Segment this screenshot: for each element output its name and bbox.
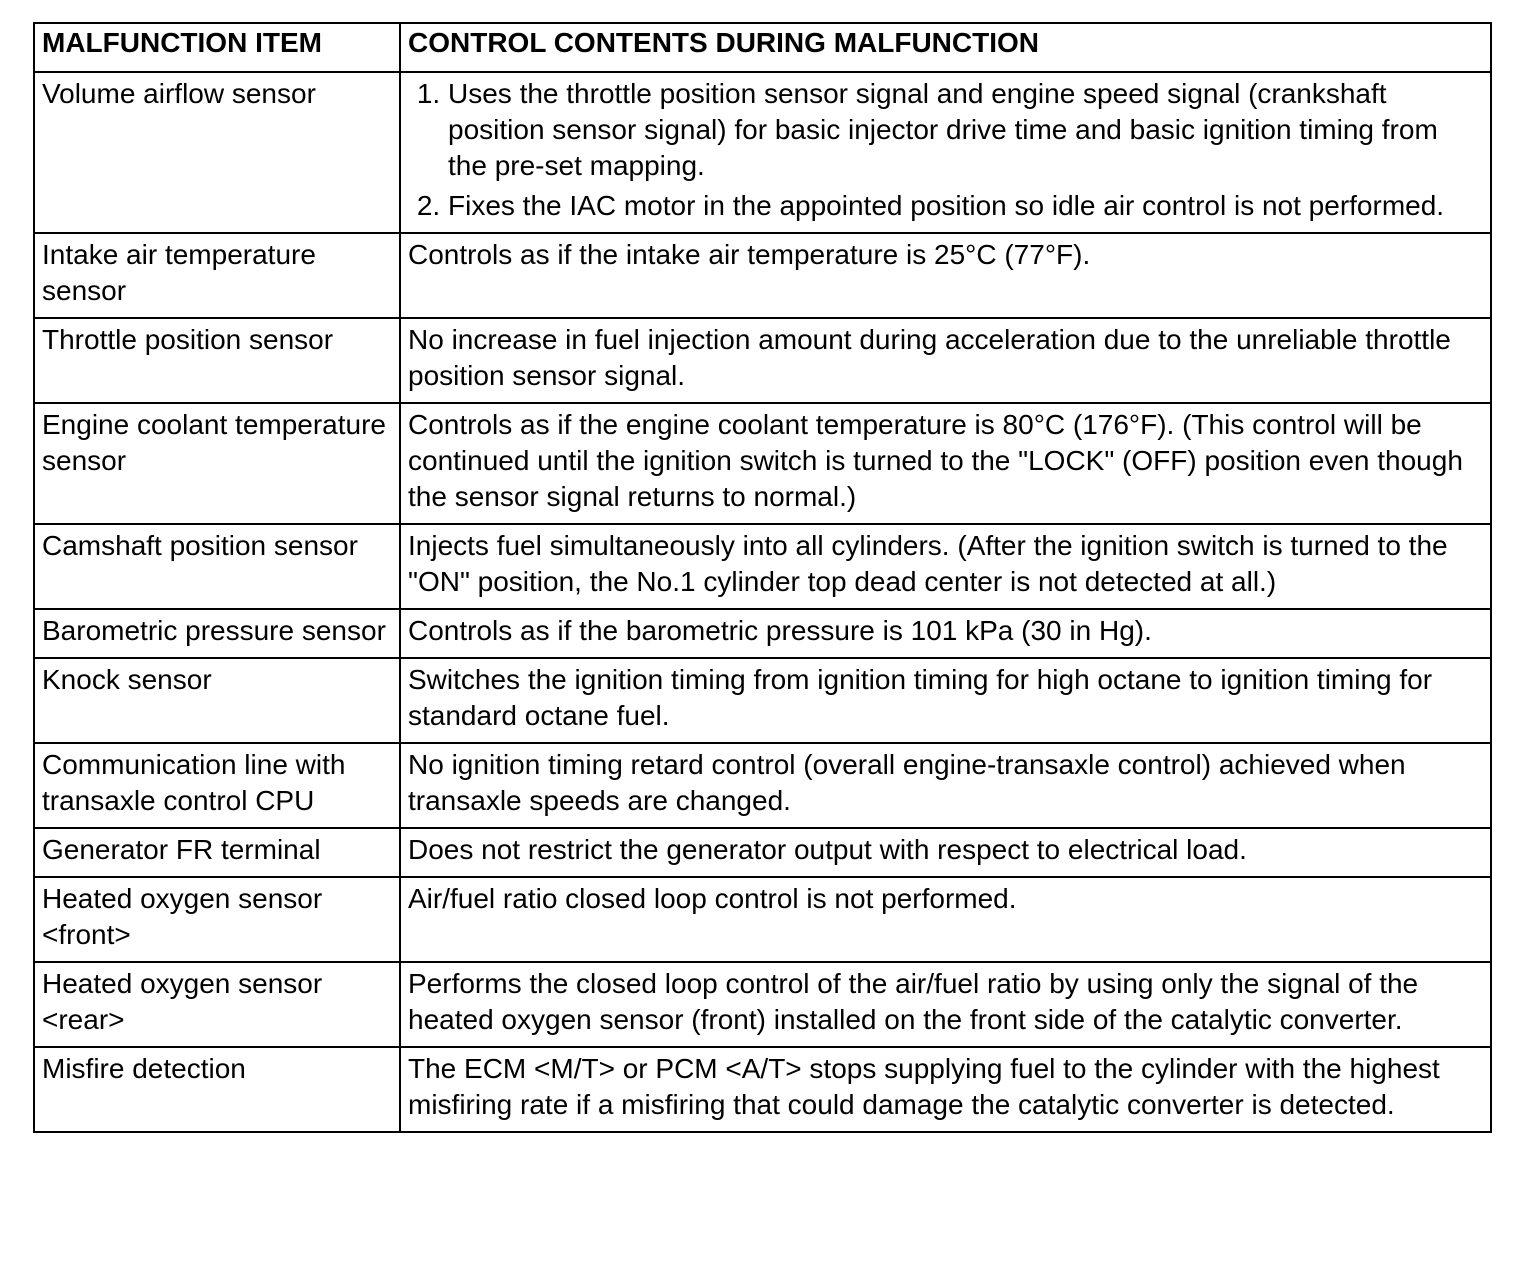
control-contents: Performs the closed loop control of the air/fuel ratio by using only the signal of the heated oxygen sensor (front) installed on the front side of the catalytic converter. — [400, 962, 1491, 1047]
control-contents: Controls as if the barometric pressure is 101 kPa (30 in Hg). — [400, 609, 1491, 658]
table-row — [34, 524, 1491, 609]
control-contents: Controls as if the intake air temperature is 25°C (77°F). — [400, 233, 1491, 318]
table-row — [34, 72, 1491, 233]
malfunction-table — [33, 22, 1492, 1133]
table-row — [34, 962, 1491, 1047]
malfunction-item: Communication line with transaxle control CPU — [34, 743, 400, 828]
control-step: 1. Uses the throttle position sensor signal and engine speed signal (crankshaft position sensor signal) for basic injector drive time and basic ignition timing from the pre-set mapping. — [448, 76, 1484, 184]
malfunction-item: Throttle position sensor — [34, 318, 400, 403]
malfunction-item: Misfire detection — [34, 1047, 400, 1132]
control-contents: Switches the ignition timing from ignition timing for high octane to ignition timing for standard octane fuel. — [400, 658, 1491, 743]
control-contents: The ECM <M/T> or PCM <A/T> stops supplying fuel to the cylinder with the highest misfiring rate if a misfiring that could damage the catalytic converter is detected. — [400, 1047, 1491, 1132]
malfunction-item: Generator FR terminal — [34, 828, 400, 877]
table-row — [34, 658, 1491, 743]
control-contents: Does not restrict the generator output with respect to electrical load. — [400, 828, 1491, 877]
control-contents: No ignition timing retard control (overall engine-transaxle control) achieved when transaxle speeds are changed. — [400, 743, 1491, 828]
table-row — [34, 743, 1491, 828]
table-row — [34, 877, 1491, 962]
malfunction-item: Volume airflow sensor — [34, 72, 400, 233]
header-row — [34, 23, 1491, 72]
control-step: 2. Fixes the IAC motor in the appointed position so idle air control is not performed. — [448, 188, 1484, 224]
control-steps-list — [408, 76, 1484, 224]
table-row — [34, 233, 1491, 318]
malfunction-item: Barometric pressure sensor — [34, 609, 400, 658]
control-contents — [400, 72, 1491, 233]
table-row — [34, 828, 1491, 877]
malfunction-item: Engine coolant temperature sensor — [34, 403, 400, 524]
control-contents: Injects fuel simultaneously into all cylinders. (After the ignition switch is turned to the "ON" position, the No.1 cylinder top dead center is not detected at all.) — [400, 524, 1491, 609]
control-contents: Air/fuel ratio closed loop control is not performed. — [400, 877, 1491, 962]
control-contents: Controls as if the engine coolant temperature is 80°C (176°F). (This control will be continued until the ignition switch is turned to the "LOCK" (OFF) position even though the sensor signal returns to normal.) — [400, 403, 1491, 524]
malfunction-item: Knock sensor — [34, 658, 400, 743]
table-row — [34, 609, 1491, 658]
malfunction-item: Camshaft position sensor — [34, 524, 400, 609]
table-row — [34, 403, 1491, 524]
control-contents: No increase in fuel injection amount during acceleration due to the unreliable throttle position sensor signal. — [400, 318, 1491, 403]
header-malfunction-item: MALFUNCTION ITEM — [34, 23, 400, 72]
table-row — [34, 318, 1491, 403]
header-control-contents: CONTROL CONTENTS DURING MALFUNCTION — [400, 23, 1491, 72]
table-row — [34, 1047, 1491, 1132]
malfunction-item: Heated oxygen sensor <front> — [34, 877, 400, 962]
malfunction-item: Intake air temperature sensor — [34, 233, 400, 318]
malfunction-item: Heated oxygen sensor <rear> — [34, 962, 400, 1047]
